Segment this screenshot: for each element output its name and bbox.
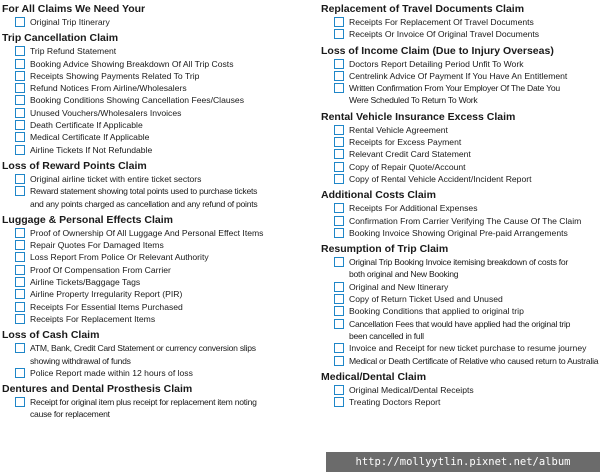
checkbox-icon[interactable] [15, 108, 25, 118]
checklist-item [334, 202, 600, 214]
checklist-item [15, 82, 298, 94]
section-loss-of-income-claim-due-to-injury-overseas [321, 44, 600, 107]
checkbox-icon[interactable] [15, 265, 25, 275]
checklist-item-label: Unused Vouchers/Wholesalers Invoices [30, 107, 182, 118]
section-replacement-of-travel-documents-claim [321, 2, 600, 41]
checklist-item-label: Receipt for original item plus receipt for replacement item noting cause for replacement [30, 397, 257, 420]
right-column [321, 2, 600, 411]
section-title: Dentures and Dental Prosthesis Claim [2, 383, 193, 396]
checklist-item [15, 119, 298, 131]
checkbox-icon[interactable] [334, 228, 344, 238]
checkbox-icon[interactable] [15, 314, 25, 324]
section-medical-dental-claim [321, 370, 600, 409]
checklist-item [334, 70, 600, 82]
checklist-item [15, 45, 298, 57]
checklist-item-label: Original Medical/Dental Receipts [349, 384, 474, 395]
checklist-item [334, 256, 600, 281]
checklist-item [334, 124, 600, 136]
checklist-item [15, 58, 298, 70]
checklist-item-label: Original and New Itinerary [349, 281, 449, 292]
checklist-item [15, 70, 298, 82]
section-title: Replacement of Travel Documents Claim [321, 3, 525, 15]
checkbox-icon[interactable] [334, 319, 344, 329]
watermark-url: http://mollyytlin.pixnet.net/album [326, 452, 600, 472]
checklist-item [15, 396, 298, 421]
checklist-item-label: Receipts Showing Payments Related To Trip [30, 70, 200, 81]
checklist-item-label: Airline Tickets If Not Refundable [30, 144, 153, 155]
checkbox-icon[interactable] [15, 397, 25, 407]
checklist-item-label: Copy of Repair Quote/Account [349, 161, 466, 172]
checkbox-icon[interactable] [334, 216, 344, 226]
section-dentures-and-dental-prosthesis-claim [2, 382, 298, 421]
checkbox-icon[interactable] [334, 137, 344, 147]
checkbox-icon[interactable] [334, 306, 344, 316]
checklist-item [334, 396, 600, 408]
checklist-item [334, 58, 600, 70]
section-rental-vehicle-insurance-excess-claim [321, 110, 600, 185]
checklist-item-label: Written Confirmation From Your Employer Of The Date You Were Scheduled To Return To Work [349, 83, 560, 106]
checkbox-icon[interactable] [334, 385, 344, 395]
checklist-item-label: Proof of Ownership Of All Luggage And Personal Effect Items [30, 227, 264, 238]
checklist-item [334, 281, 600, 293]
section-title: Loss of Cash Claim [2, 329, 100, 342]
section-title: Loss of Income Claim (Due to Injury Overseas) [321, 44, 554, 57]
checklist-item-label: Doctors Report Detailing Period Unfit To Work [349, 58, 524, 69]
checkbox-icon[interactable] [334, 29, 344, 39]
checklist-item [334, 342, 600, 354]
checkbox-icon[interactable] [15, 59, 25, 69]
checklist-item [15, 276, 298, 288]
checklist-item-label: Receipts For Replacement Of Travel Documents [349, 17, 534, 27]
checklist-item [334, 215, 600, 227]
checklist-item [15, 301, 298, 313]
checklist-item [15, 313, 298, 325]
checkbox-icon[interactable] [15, 120, 25, 130]
checklist-item [334, 355, 600, 367]
checkbox-icon[interactable] [334, 257, 344, 267]
checkbox-icon[interactable] [15, 368, 25, 378]
checklist-item-label: Proof Of Compensation From Carrier [30, 264, 171, 275]
checklist-item [334, 82, 600, 107]
section-title: For All Claims We Need Your [2, 3, 146, 15]
checkbox-icon[interactable] [15, 17, 25, 27]
checkbox-icon[interactable] [15, 46, 25, 56]
checkbox-icon[interactable] [334, 125, 344, 135]
checkbox-icon[interactable] [334, 203, 344, 213]
checklist-item-label: Repair Quotes For Damaged Items [30, 240, 164, 251]
checklist-item-label: Loss Report From Police Or Relevant Authority [30, 252, 209, 263]
checklist-item [15, 144, 298, 156]
checklist-item [334, 136, 600, 148]
section-additional-costs-claim [321, 188, 600, 239]
checkbox-icon[interactable] [334, 174, 344, 184]
checkbox-icon[interactable] [334, 356, 344, 366]
section-loss-of-reward-points-claim [2, 159, 298, 210]
checkbox-icon[interactable] [15, 71, 25, 81]
checklist-item-label: Original Trip Booking Invoice itemising breakdown of costs for both original and New Booking [349, 257, 569, 280]
checklist-item-label: Receipts Or Invoice Of Original Travel Documents [349, 29, 540, 40]
section-title: Rental Vehicle Insurance Excess Claim [321, 110, 516, 123]
checklist-item [334, 28, 600, 40]
checklist-item-label: Trip Refund Statement [30, 46, 117, 57]
section-resumption-of-trip-claim [321, 242, 600, 367]
checklist-item [15, 264, 298, 276]
checkbox-icon[interactable] [334, 162, 344, 172]
checklist-item-label: Booking Invoice Showing Original Pre-paid Arrangements [349, 227, 568, 238]
section-trip-cancellation-claim [2, 31, 298, 156]
section-title: Luggage & Personal Effects Claim [2, 213, 173, 226]
checklist-item [334, 148, 600, 160]
checklist-item [334, 173, 600, 185]
checkbox-icon[interactable] [334, 59, 344, 69]
checklist-item [334, 318, 600, 343]
checklist-item-label: Copy of Return Ticket Used and Unused [349, 294, 503, 305]
checklist-item-label: Police Report made within 12 hours of loss [30, 367, 193, 378]
checkbox-icon[interactable] [15, 95, 25, 105]
checkbox-icon[interactable] [15, 186, 25, 196]
checklist-item [15, 239, 298, 251]
checklist-item-label: Centrelink Advice Of Payment If You Have An Entitlement [349, 70, 568, 81]
checklist-item [334, 227, 600, 239]
section-title: Loss of Reward Points Claim [2, 159, 147, 172]
checklist-item-label: Original airline ticket with entire ticket sectors [30, 173, 202, 184]
checkbox-icon[interactable] [15, 83, 25, 93]
checkbox-icon[interactable] [15, 228, 25, 238]
checklist-item-label: Booking Conditions that applied to original trip [349, 306, 524, 317]
checklist-item [15, 94, 298, 106]
checkbox-icon[interactable] [334, 294, 344, 304]
checklist-item-label: Medical or Death Certificate of Relative who caused return to Australia [349, 355, 599, 366]
checkbox-icon[interactable] [334, 71, 344, 81]
checklist-item [15, 107, 298, 119]
checklist-item-label: Medical Certificate If Applicable [30, 132, 150, 143]
checklist-item-label: Airline Property Irregularity Report (PIR) [30, 289, 183, 300]
checklist-item [334, 161, 600, 173]
checkbox-icon[interactable] [15, 174, 25, 184]
left-column [2, 2, 298, 424]
checklist-item-label: Receipts for Excess Payment [349, 137, 462, 148]
section-title: Trip Cancellation Claim [2, 32, 119, 45]
checklist-item-label: Copy of Rental Vehicle Accident/Incident Report [349, 173, 532, 184]
checklist-item-label: ATM, Bank, Credit Card Statement or currency conversion slips showing withdrawal of funds [30, 343, 256, 366]
checklist-item-label: Confirmation From Carrier Verifying The Cause Of The Claim [349, 215, 582, 226]
checklist-item-label: Cancellation Fees that would have applied had the original trip been cancelled in full [349, 318, 571, 341]
checkbox-icon[interactable] [334, 282, 344, 292]
section-for-all-claims-we-need-your [2, 2, 298, 28]
checklist-item [334, 305, 600, 317]
section-title: Medical/Dental Claim [321, 370, 427, 383]
checkbox-icon[interactable] [334, 149, 344, 159]
checklist-item-label: Receipts For Replacement Items [30, 313, 156, 324]
checklist-item-label: Rental Vehicle Agreement [349, 124, 448, 135]
checkbox-icon[interactable] [334, 17, 344, 27]
checklist-item [15, 227, 298, 239]
checklist-item-label: Original Trip Itinerary [30, 17, 110, 27]
checkbox-icon[interactable] [15, 132, 25, 142]
checkbox-icon[interactable] [15, 343, 25, 353]
checkbox-icon[interactable] [334, 83, 344, 93]
checkbox-icon[interactable] [334, 397, 344, 407]
checklist-item [15, 16, 298, 28]
checklist-item [15, 185, 298, 210]
checkbox-icon[interactable] [15, 252, 25, 262]
section-luggage-personal-effects-claim [2, 213, 298, 325]
checklist-item-label: Receipts For Essential Items Purchased [30, 301, 183, 312]
checklist-item-label: Receipts For Additional Expenses [349, 203, 478, 214]
checklist-item [15, 288, 298, 300]
checklist-item-label: Treating Doctors Report [349, 397, 441, 408]
checklist-item-label: Airline Tickets/Baggage Tags [30, 277, 141, 288]
checkbox-icon[interactable] [15, 302, 25, 312]
checklist-item-label: Refund Notices From Airline/Wholesalers [30, 83, 187, 94]
checkbox-icon[interactable] [15, 240, 25, 250]
checklist-item [334, 293, 600, 305]
checkbox-icon[interactable] [15, 277, 25, 287]
checklist-item [334, 384, 600, 396]
checklist-item-label: Relevant Credit Card Statement [349, 149, 471, 160]
checklist-item [15, 173, 298, 185]
checklist-item-label: Booking Advice Showing Breakdown Of All Trip Costs [30, 58, 234, 69]
checklist-item [15, 342, 298, 367]
checklist-item-label: Invoice and Receipt for new ticket purchase to resume journey [349, 343, 587, 354]
checkbox-icon[interactable] [15, 289, 25, 299]
checklist-item-label: Booking Conditions Showing Cancellation Fees/Clauses [30, 95, 245, 106]
checkbox-icon[interactable] [334, 343, 344, 353]
section-title: Resumption of Trip Claim [321, 243, 449, 256]
section-loss-of-cash-claim [2, 328, 298, 379]
checklist-item [15, 367, 298, 379]
checklist-item [15, 131, 298, 143]
checklist-item [15, 251, 298, 263]
checklist-item-label: Death Certificate If Applicable [30, 120, 143, 131]
checklist-item-label: Reward statement showing total points used to purchase tickets and any points charged as cancellation and any refund of points [30, 186, 258, 209]
checklist-item [334, 16, 600, 28]
checkbox-icon[interactable] [15, 145, 25, 155]
section-title: Additional Costs Claim [321, 189, 436, 202]
